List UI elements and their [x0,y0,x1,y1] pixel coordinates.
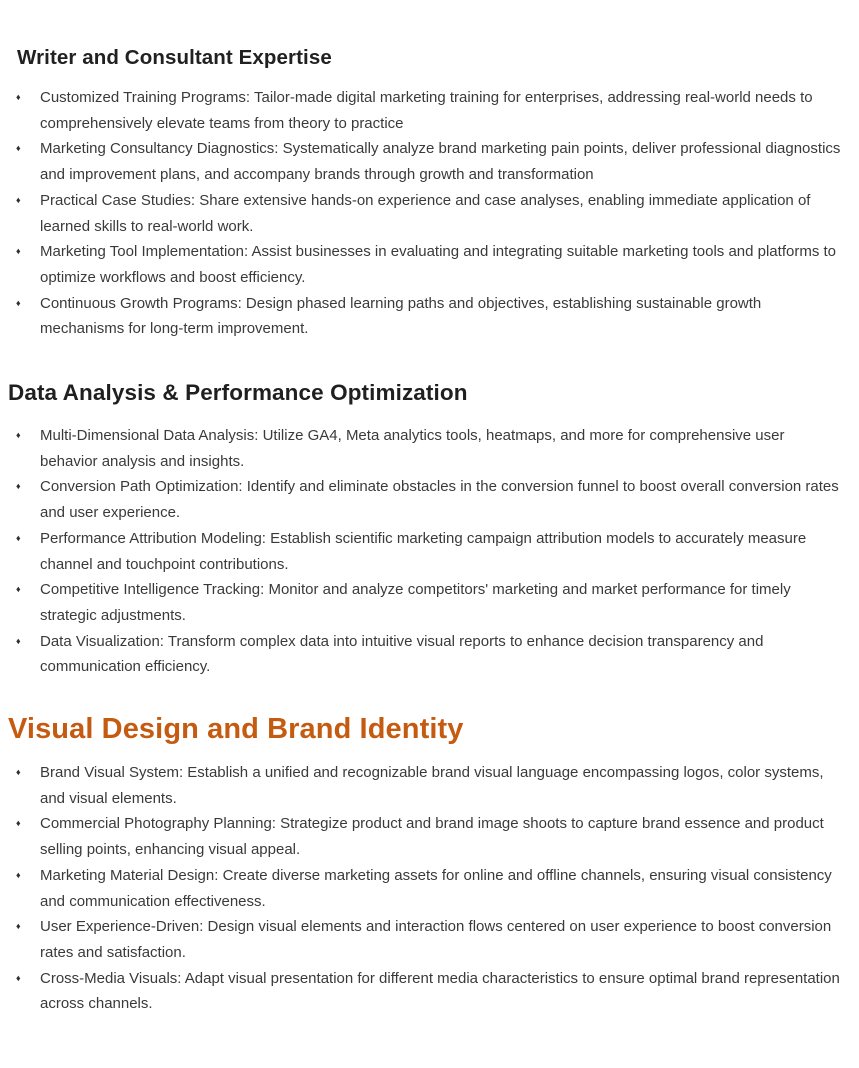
list-item-text: Customized Training Programs: Tailor-made digital marketing training for enterprises, addressing real-world needs to comprehensively elevate teams from theory to practice [40,89,813,132]
list-item-text: Competitive Intelligence Tracking: Monitor and analyze competitors' marketing and market performance for timely strategic adjustments. [40,581,791,624]
section-title-writer-expertise: Writer and Consultant Expertise [17,46,332,69]
section-title-data-analysis: Data Analysis & Performance Optimization [8,380,468,406]
list-item [8,914,845,965]
list-item-text: Practical Case Studies: Share extensive hands-on experience and case analyses, enabling immediate application of learned skills to real-world work. [40,191,811,235]
bullet-diamond-icon: ♦ [16,194,21,205]
list-item-text: Marketing Consultancy Diagnostics: Systematically analyze brand marketing pain points, deliver professional diagnostics and improvement plans, and accompany brands through growth and transformation [40,140,841,184]
list-item [8,760,845,811]
bullet-list-writer-expertise [8,85,845,342]
list-item-text: Commercial Photography Planning: Strategize product and brand image shoots to capture brand essence and product selling points, enhancing visual appeal. [40,815,824,859]
list-item-text: Performance Attribution Modeling: Establish scientific marketing campaign attribution models to accurately measure channel and touchpoint contributions. [40,529,807,573]
list-item [8,526,845,577]
list-item-text: Conversion Path Optimization: Identify and eliminate obstacles in the conversion funnel to boost overall conversion rates and user experience. [40,478,839,522]
bullet-diamond-icon: ♦ [16,818,21,829]
list-item-text: Marketing Material Design: Create diverse marketing assets for online and offline channels, ensuring visual consistency and communication effectiveness. [40,866,832,910]
list-item [8,811,845,862]
bullet-diamond-icon: ♦ [16,246,21,257]
bullet-diamond-icon: ♦ [16,869,21,880]
list-item [8,85,845,136]
document-page [0,44,859,1068]
section-title-visual-design: Visual Design and Brand Identity [8,713,464,746]
bullet-diamond-icon: ♦ [16,430,21,441]
list-item [8,188,845,239]
list-item-text: Cross-Media Visuals: Adapt visual presentation for different media characteristics to ensure optimal brand representation across channels. [40,969,840,1013]
bullet-diamond-icon: ♦ [16,143,21,154]
list-item-text: Marketing Tool Implementation: Assist businesses in evaluating and integrating suitable marketing tools and platforms to optimize workflows and boost efficiency. [40,243,836,286]
list-item [8,966,845,1017]
list-item [8,239,845,290]
list-item [8,474,845,525]
bullet-diamond-icon: ♦ [16,767,21,778]
bullet-diamond-icon: ♦ [16,921,21,932]
list-item [8,136,845,187]
list-item-text: Data Visualization: Transform complex data into intuitive visual reports to enhance decision transparency and communication efficiency. [40,632,764,676]
bullet-diamond-icon: ♦ [16,584,21,595]
bullet-diamond-icon: ♦ [16,532,21,543]
bullet-diamond-icon: ♦ [16,297,21,308]
list-item-text: Continuous Growth Programs: Design phased learning paths and objectives, establishing sustainable growth mechanisms for long-term improvement. [40,294,762,338]
bullet-diamond-icon: ♦ [16,92,21,102]
list-item [8,423,845,474]
bullet-diamond-icon: ♦ [16,972,21,983]
list-item-text: Brand Visual System: Establish a unified and recognizable brand visual language encompassing logos, color systems, and visual elements. [40,764,824,807]
list-item [8,577,845,628]
list-item-text: User Experience-Driven: Design visual elements and interaction flows centered on user experience to boost conversion rates and satisfaction. [40,918,832,961]
list-item [8,629,845,680]
bullet-list-visual-design [8,760,845,1017]
bullet-diamond-icon: ♦ [16,481,21,492]
bullet-diamond-icon: ♦ [16,635,21,646]
list-item [8,863,845,914]
list-item-text: Multi-Dimensional Data Analysis: Utilize GA4, Meta analytics tools, heatmaps, and more for comprehensive user behavior analysis and insights. [40,427,785,470]
bullet-list-data-analysis [8,423,845,680]
list-item [8,291,845,342]
